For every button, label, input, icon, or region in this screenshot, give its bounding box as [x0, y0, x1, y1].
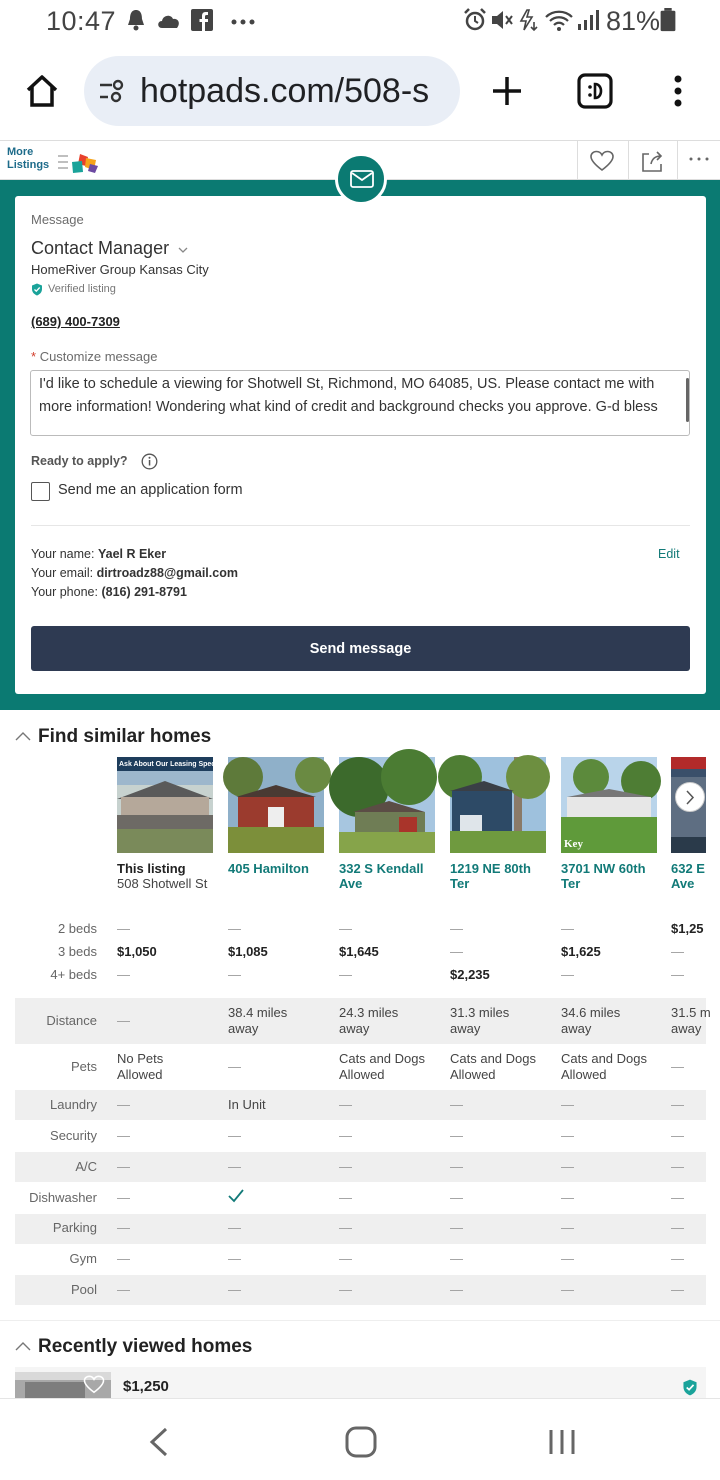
- row-label: 2 beds: [57, 921, 97, 936]
- table-cell: —: [671, 1282, 684, 1297]
- table-cell: —: [339, 1159, 352, 1174]
- table-cell: —: [561, 1190, 574, 1205]
- table-cell: —: [228, 1059, 241, 1074]
- divider: [577, 141, 578, 179]
- row-label: Parking: [52, 1220, 97, 1235]
- table-cell: $1,645: [339, 944, 379, 959]
- table-cell: —: [228, 1220, 241, 1235]
- table-cell: $1,25: [671, 921, 704, 936]
- customize-message-text: Customize message: [39, 349, 158, 364]
- recent-listing-card[interactable]: [15, 1367, 706, 1398]
- cell-line: away: [671, 1021, 702, 1036]
- battery-icon: [660, 8, 676, 32]
- your-name-label: Your name:: [31, 547, 95, 561]
- contact-manager-title[interactable]: [31, 238, 188, 259]
- your-phone-value: (816) 291-8791: [101, 585, 187, 599]
- table-cell: —: [339, 967, 352, 982]
- cell-line: Allowed: [117, 1067, 163, 1082]
- favorite-heart-icon[interactable]: [590, 150, 614, 172]
- table-cell: —: [228, 967, 241, 982]
- table-cell: $1,625: [561, 944, 601, 959]
- column-header-listing[interactable]: 332 S Kendall Ave: [339, 861, 424, 891]
- table-cell: —: [117, 1282, 130, 1297]
- table-cell: —: [671, 1059, 684, 1074]
- row-label: Distance: [46, 1013, 97, 1028]
- table-cell: —: [561, 1159, 574, 1174]
- table-cell: —: [671, 1220, 684, 1235]
- status-time: 10:47: [46, 6, 117, 36]
- cell-line: Cats and Dogs: [339, 1051, 425, 1066]
- application-form-checkbox[interactable]: [31, 482, 50, 501]
- column-subtitle: 508 Shotwell St: [117, 876, 208, 891]
- bell-icon: [126, 8, 146, 32]
- row-label: Security: [50, 1128, 97, 1143]
- table-cell: —: [450, 1251, 463, 1266]
- column-header-listing[interactable]: 632 E Ave: [671, 861, 705, 891]
- cell-line: Allowed: [450, 1067, 496, 1082]
- new-tab-icon[interactable]: [490, 74, 524, 108]
- table-cell: —: [117, 1220, 130, 1235]
- table-cell: —: [450, 1190, 463, 1205]
- url-bar[interactable]: [84, 56, 460, 126]
- row-label: Pets: [70, 1059, 97, 1074]
- cell-line: away: [450, 1021, 481, 1036]
- table-cell: —: [561, 1097, 574, 1112]
- chevron-right-icon: [685, 790, 695, 805]
- signal-icon: [576, 8, 600, 32]
- verified-shield-icon: [682, 1379, 698, 1396]
- table-cell: —: [671, 1159, 684, 1174]
- home-nav-icon[interactable]: [345, 1426, 377, 1458]
- table-cell: —: [339, 1097, 352, 1112]
- cell-line: Allowed: [339, 1067, 385, 1082]
- chevron-up-icon[interactable]: [15, 1341, 31, 1351]
- table-cell: —: [561, 1282, 574, 1297]
- divider: [628, 141, 629, 179]
- table-cell: [450, 1051, 536, 1083]
- table-cell: [671, 1005, 711, 1037]
- your-phone-row: [31, 585, 187, 599]
- carousel-next-button[interactable]: [675, 782, 705, 812]
- cell-line: away: [561, 1021, 592, 1036]
- house-photo: [339, 757, 435, 853]
- textarea-scrollbar[interactable]: [686, 378, 689, 422]
- table-cell: [450, 1005, 509, 1037]
- row-label: A/C: [75, 1159, 97, 1174]
- row-label: Laundry: [50, 1097, 97, 1112]
- more-listings-link[interactable]: More Listings: [7, 146, 50, 171]
- envelope-icon: [350, 170, 374, 188]
- contact-manager-text: Contact Manager: [31, 238, 170, 258]
- cell-line: away: [339, 1021, 370, 1036]
- message-label: Message: [31, 212, 84, 227]
- share-icon[interactable]: [641, 150, 665, 172]
- house-photo: [117, 757, 216, 853]
- your-name-value: Yael R Eker: [97, 547, 167, 561]
- table-cell: —: [117, 1251, 130, 1266]
- column-header-listing[interactable]: 3701 NW 60th Ter: [561, 861, 646, 891]
- cell-line: 34.6 miles: [561, 1005, 621, 1020]
- mute-icon: [490, 8, 516, 32]
- house-photo: [228, 757, 324, 853]
- cell-line: Cats and Dogs: [450, 1051, 536, 1066]
- table-cell: [561, 1005, 620, 1037]
- application-form-label: Send me an application form: [58, 482, 243, 498]
- favorite-heart-icon[interactable]: [83, 1375, 105, 1394]
- table-cell: —: [450, 1128, 463, 1143]
- cell-line: Allowed: [561, 1067, 607, 1082]
- back-icon[interactable]: [148, 1427, 170, 1457]
- listing-thumbnail[interactable]: [228, 757, 324, 853]
- chevron-down-icon: [178, 247, 188, 254]
- table-cell: $1,050: [117, 944, 157, 959]
- battery-percent: 81%: [606, 6, 661, 36]
- table-cell: [339, 1051, 425, 1083]
- your-email-value: dirtroadz88@gmail.com: [96, 566, 238, 580]
- table-cell: —: [671, 1128, 684, 1143]
- table-cell: In Unit: [228, 1097, 266, 1112]
- send-message-button[interactable]: Send message: [31, 626, 690, 671]
- listing-thumbnail[interactable]: [561, 757, 657, 853]
- wifi-icon: [544, 8, 574, 32]
- table-cell: —: [228, 1128, 241, 1143]
- column-header-listing[interactable]: 405 Hamilton: [228, 861, 309, 876]
- listing-thumbnail[interactable]: [450, 757, 546, 853]
- table-cell: —: [450, 1097, 463, 1112]
- recently-viewed-title[interactable]: Recently viewed homes: [38, 1336, 253, 1357]
- table-cell: —: [117, 921, 130, 936]
- cell-line: No Pets: [117, 1051, 164, 1066]
- house-photo: [450, 757, 546, 853]
- site-settings-icon[interactable]: [98, 78, 126, 104]
- divider: [0, 1320, 720, 1321]
- cell-line: 31.3 miles: [450, 1005, 510, 1020]
- table-cell: —: [561, 1128, 574, 1143]
- url-text: hotpads.com/508-s: [140, 72, 430, 110]
- table-cell: —: [339, 1282, 352, 1297]
- table-cell: —: [228, 921, 241, 936]
- table-cell: —: [450, 1159, 463, 1174]
- checkmark-icon: [228, 1189, 244, 1203]
- cell-line: 38.4 miles: [228, 1005, 288, 1020]
- table-cell: —: [450, 1282, 463, 1297]
- alarm-icon: [463, 8, 487, 32]
- table-cell: —: [117, 967, 130, 982]
- your-phone-label: Your phone:: [31, 585, 98, 599]
- table-cell: —: [450, 921, 463, 936]
- recent-apps-icon[interactable]: [548, 1428, 576, 1456]
- home-icon[interactable]: [24, 73, 60, 109]
- table-cell: —: [228, 1251, 241, 1266]
- edit-link[interactable]: Edit: [658, 547, 680, 561]
- table-cell: —: [671, 1190, 684, 1205]
- listing-thumbnail[interactable]: [117, 757, 216, 853]
- cell-line: 24.3 miles: [339, 1005, 399, 1020]
- table-cell: $1,085: [228, 944, 268, 959]
- facebook-icon: [191, 8, 213, 32]
- table-cell: —: [450, 944, 463, 959]
- column-header-listing[interactable]: 1219 NE 80th Ter: [450, 861, 531, 891]
- table-cell: —: [117, 1190, 130, 1205]
- table-cell: —: [339, 1128, 352, 1143]
- cloud-icon: [156, 8, 182, 32]
- more-options-icon[interactable]: [689, 156, 709, 162]
- your-name-row: [31, 547, 166, 561]
- table-cell: —: [450, 1220, 463, 1235]
- table-cell: [561, 1051, 647, 1083]
- table-cell: —: [561, 967, 574, 982]
- cell-line: 31.5 m: [671, 1005, 711, 1020]
- find-similar-homes-title[interactable]: Find similar homes: [38, 726, 212, 747]
- row-label: Dishwasher: [29, 1190, 97, 1205]
- listing-thumbnail[interactable]: [339, 757, 435, 853]
- table-cell: [228, 1005, 287, 1037]
- table-cell: —: [339, 921, 352, 936]
- table-cell: [117, 1051, 163, 1083]
- table-cell: —: [671, 967, 684, 982]
- more-notifications-icon: [230, 8, 256, 32]
- thumbnail-banner-text: Ask About Our Leasing Spec: [119, 761, 216, 768]
- divider: [677, 141, 678, 179]
- table-cell: —: [339, 1251, 352, 1266]
- table-cell: —: [339, 1190, 352, 1205]
- browser-menu-icon[interactable]: [668, 75, 688, 107]
- table-cell: —: [228, 1282, 241, 1297]
- row-label: 4+ beds: [50, 967, 97, 982]
- column-header-this-listing[interactable]: [117, 861, 221, 891]
- mail-badge: [335, 153, 387, 205]
- status-bar: [0, 0, 720, 44]
- table-cell: —: [117, 1097, 130, 1112]
- message-textarea[interactable]: I'd like to schedule a viewing for Shotwell St, Richmond, MO 64085, US. Please contact me with more information! Wondering what kind of credit and background checks you approve. G-d bless: [30, 370, 690, 436]
- row-label: Gym: [69, 1251, 97, 1266]
- table-cell: —: [117, 1013, 130, 1028]
- chevron-up-icon[interactable]: [15, 731, 31, 741]
- divider: [31, 525, 690, 526]
- data-saver-icon: [517, 8, 539, 32]
- row-label: 3 beds: [57, 944, 97, 959]
- table-cell: —: [339, 1220, 352, 1235]
- table-cell: —: [228, 1159, 241, 1174]
- table-cell: $2,235: [450, 967, 490, 982]
- table-cell: —: [671, 944, 684, 959]
- tabs-icon[interactable]: [577, 73, 613, 109]
- row-label: Pool: [70, 1282, 97, 1297]
- table-cell: [339, 1005, 398, 1037]
- table-cell: —: [561, 1220, 574, 1235]
- table-cell: —: [671, 1251, 684, 1266]
- manager-phone-link[interactable]: (689) 400-7309: [31, 314, 120, 329]
- thumbnail-logo-text: Key: [564, 838, 583, 850]
- cell-line: Cats and Dogs: [561, 1051, 647, 1066]
- android-nav-bar: [0, 1398, 720, 1480]
- house-photo: [561, 757, 657, 853]
- cell-line: away: [228, 1021, 259, 1036]
- hotpads-logo-icon: [58, 152, 102, 174]
- column-name: This listing: [117, 861, 186, 876]
- table-cell: —: [561, 921, 574, 936]
- table-cell: —: [561, 1251, 574, 1266]
- company-name: HomeRiver Group Kansas City: [31, 262, 209, 277]
- table-cell: —: [671, 1097, 684, 1112]
- recent-listing-price: $1,250: [123, 1378, 169, 1395]
- verified-listing-label: Verified listing: [48, 283, 116, 295]
- customize-message-label: [31, 349, 157, 364]
- browser-toolbar: [0, 48, 720, 140]
- ready-to-apply-label: Ready to apply?: [31, 454, 128, 468]
- your-email-label: Your email:: [31, 566, 94, 580]
- table-cell: —: [117, 1128, 130, 1143]
- required-asterisk: *: [31, 349, 37, 364]
- info-icon[interactable]: [141, 453, 158, 470]
- verified-shield-icon: [31, 283, 43, 296]
- table-cell: —: [117, 1159, 130, 1174]
- your-email-row: [31, 566, 238, 580]
